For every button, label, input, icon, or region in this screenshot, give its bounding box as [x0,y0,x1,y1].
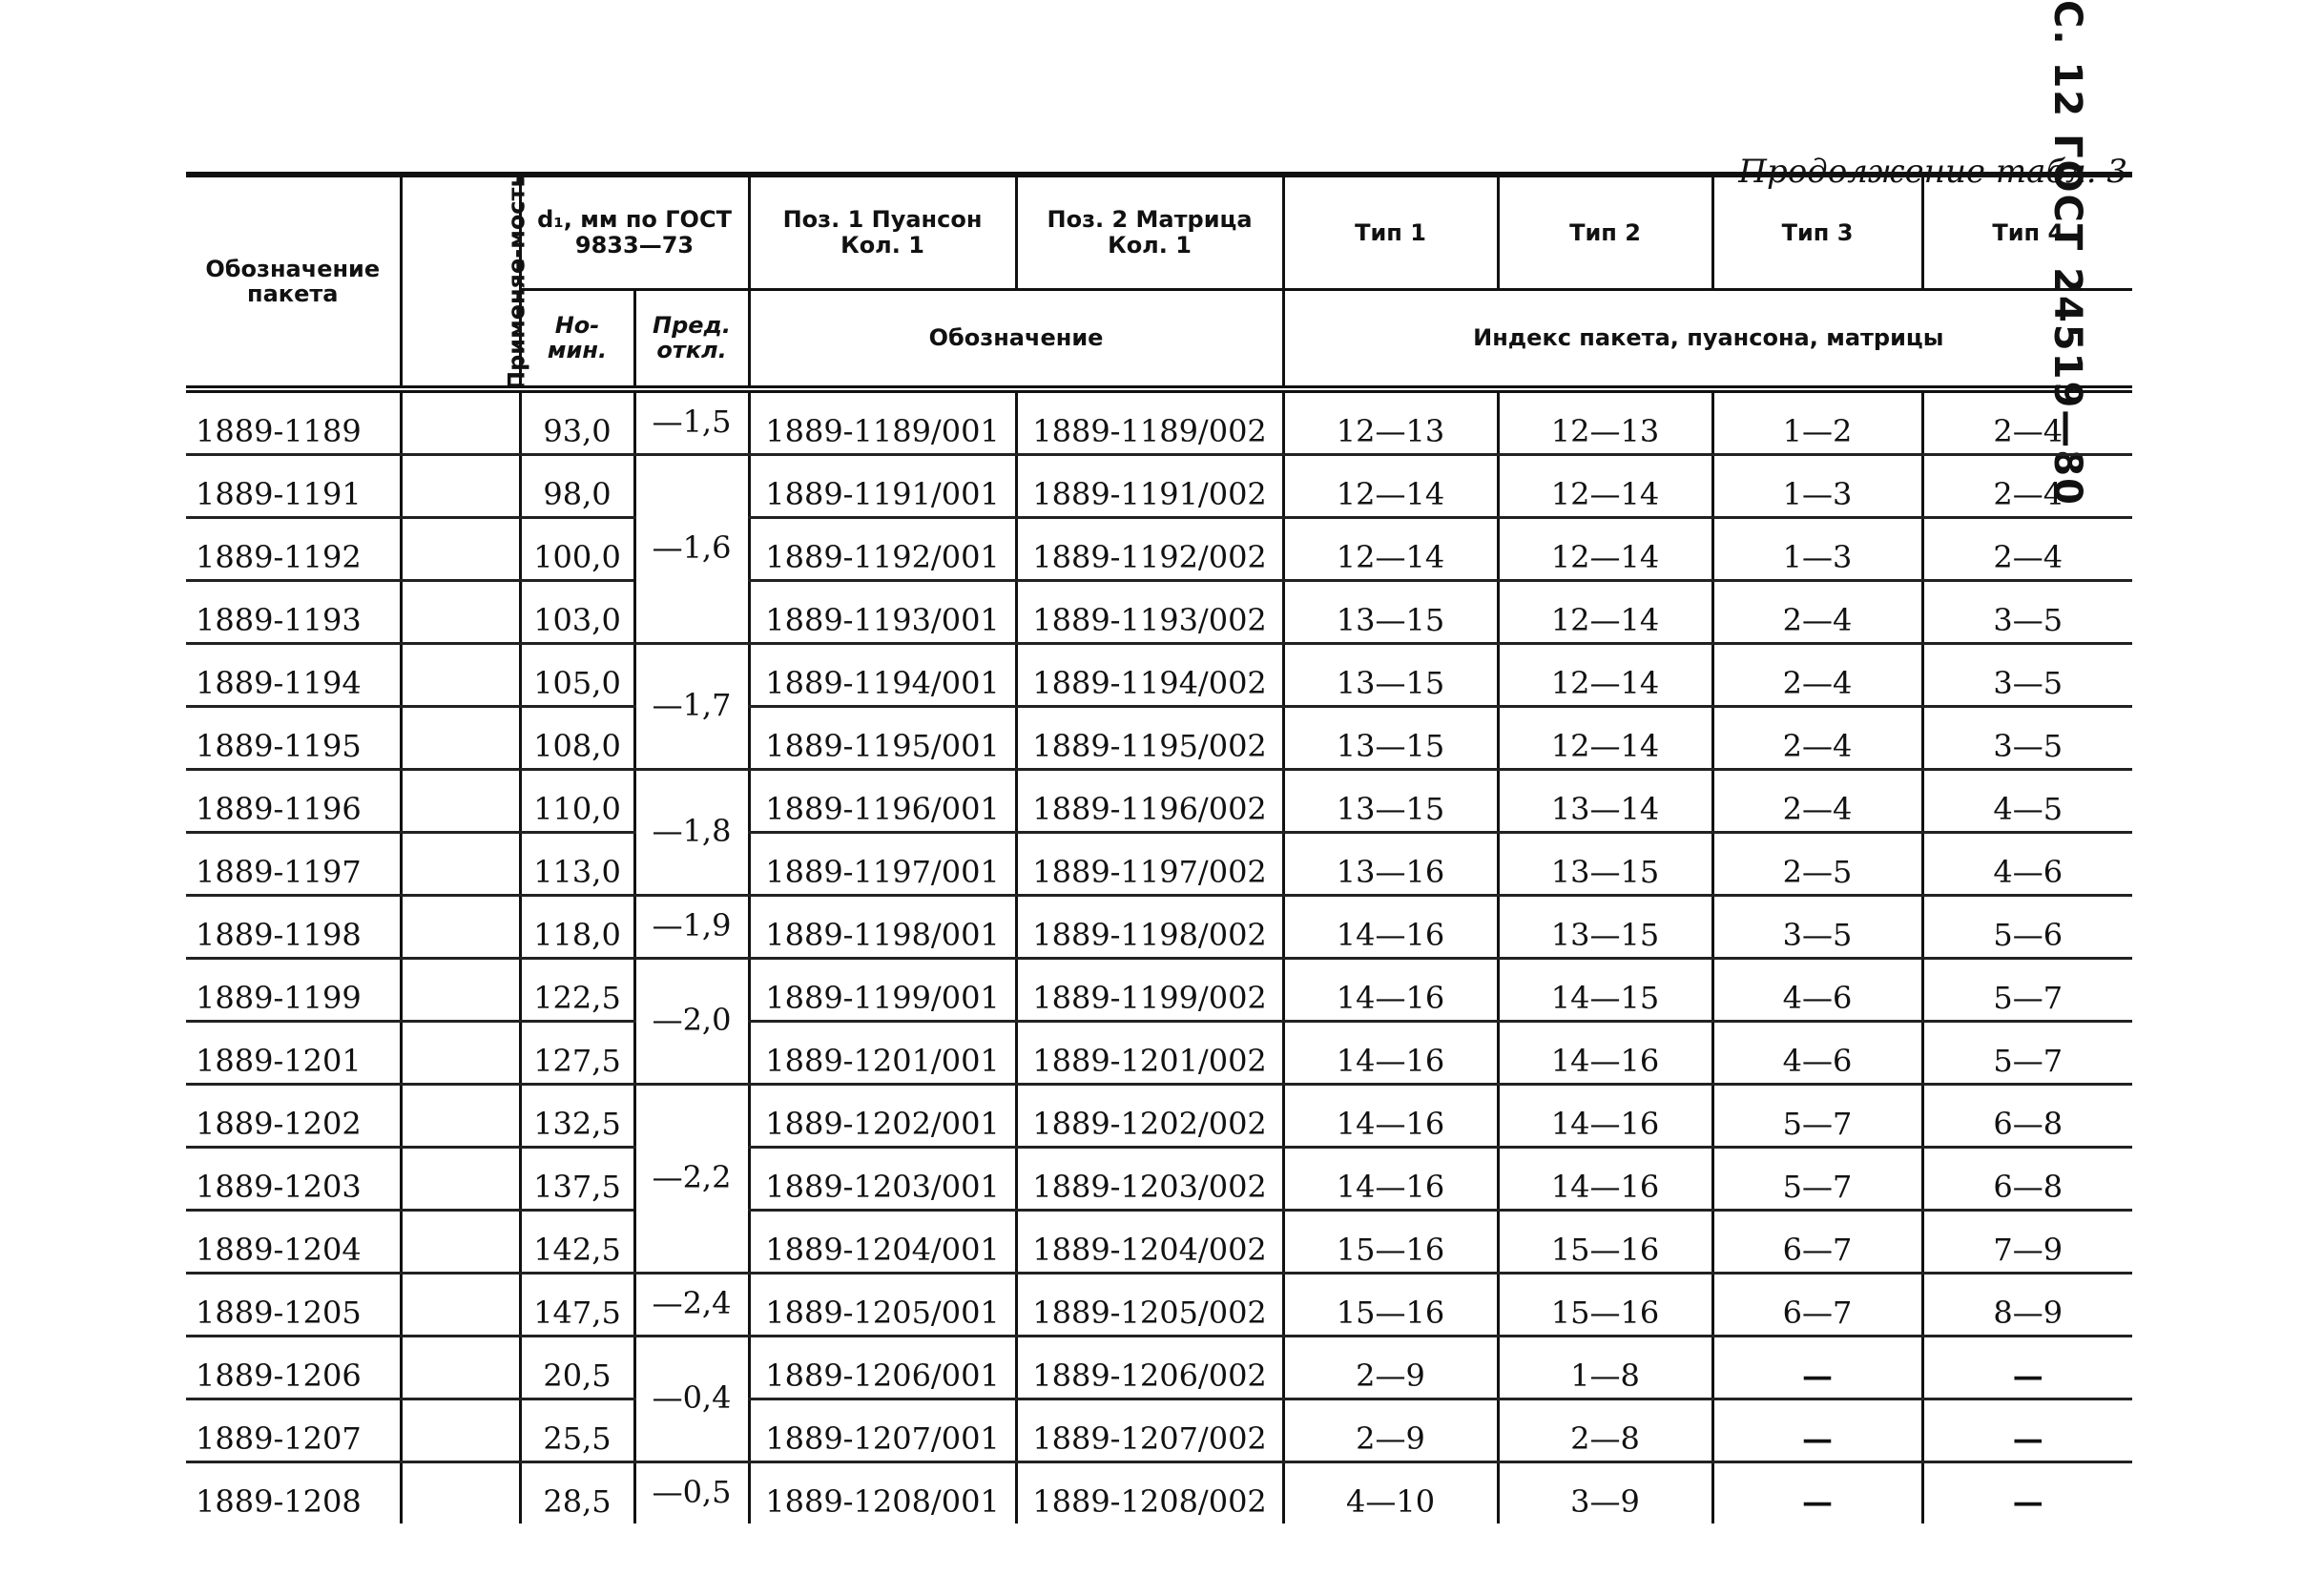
die-designation-cell: 1889-1194/002 [1016,644,1283,707]
type4-cell: 4—6 [1922,833,2132,896]
type2-cell: 3—9 [1498,1462,1712,1524]
header-tolerance-text: Пред. откл. [652,311,732,364]
header-designation-sub: Обозначение [749,289,1283,389]
type4-cell: 3—5 [1922,581,2132,644]
tolerance-cell: —1,6 [634,455,749,644]
table-header [186,175,2132,389]
table-row [186,959,2132,1022]
package-code-cell: 1889-1204 [186,1211,401,1274]
applicability-cell [401,1148,520,1211]
applicability-cell [401,1274,520,1337]
package-code-cell: 1889-1196 [186,770,401,833]
tolerance-cell: —2,2 [634,1085,749,1274]
package-code-cell: 1889-1195 [186,707,401,770]
type4-cell: 5—6 [1922,896,2132,959]
type3-cell: 2—4 [1712,644,1922,707]
type2-cell: 12—14 [1498,707,1712,770]
type1-cell: 14—16 [1283,1085,1498,1148]
nominal-cell: 28,5 [520,1462,634,1524]
type3-cell: 5—7 [1712,1085,1922,1148]
table-row [186,707,2132,770]
type3-cell: 1—3 [1712,455,1922,518]
punch-designation-cell: 1889-1191/001 [749,455,1016,518]
type3-cell: — [1712,1337,1922,1399]
type2-cell: 15—16 [1498,1211,1712,1274]
header-index: Индекс пакета, пуансона, матрицы [1283,289,2132,389]
applicability-cell [401,1022,520,1085]
tolerance-cell: —2,0 [634,959,749,1085]
type3-cell: 2—5 [1712,833,1922,896]
package-code-cell: 1889-1192 [186,518,401,581]
header-applicability [401,173,530,390]
type2-cell: 1—8 [1498,1337,1712,1399]
die-designation-cell: 1889-1195/002 [1016,707,1283,770]
table-row [186,581,2132,644]
table-row [186,389,2132,455]
type3-cell: 1—2 [1712,389,1922,455]
type1-cell: 14—16 [1283,896,1498,959]
type4-cell: 2—4 [1922,518,2132,581]
type3-cell: 3—5 [1712,896,1922,959]
tolerance-cell: —0,4 [634,1337,749,1462]
type3-cell: 5—7 [1712,1148,1922,1211]
type1-cell: 12—14 [1283,455,1498,518]
header-type2: Тип 2 [1498,175,1712,289]
table-row [186,1274,2132,1337]
package-code-cell: 1889-1202 [186,1085,401,1148]
die-designation-cell: 1889-1189/002 [1016,389,1283,455]
table-row [186,1399,2132,1462]
die-designation-cell: 1889-1198/002 [1016,896,1283,959]
punch-designation-cell: 1889-1207/001 [749,1399,1016,1462]
nominal-cell: 127,5 [520,1022,634,1085]
applicability-cell [401,1337,520,1399]
table-row [186,1085,2132,1148]
package-code-cell: 1889-1199 [186,959,401,1022]
applicability-cell [401,1211,520,1274]
punch-designation-cell: 1889-1194/001 [749,644,1016,707]
punch-designation-cell: 1889-1199/001 [749,959,1016,1022]
type2-cell: 12—13 [1498,389,1712,455]
nominal-cell: 105,0 [520,644,634,707]
type1-cell: 2—9 [1283,1337,1498,1399]
nominal-cell: 100,0 [520,518,634,581]
package-code-cell: 1889-1203 [186,1148,401,1211]
type4-cell: 6—8 [1922,1085,2132,1148]
nominal-cell: 132,5 [520,1085,634,1148]
applicability-cell [401,644,520,707]
punch-designation-cell: 1889-1197/001 [749,833,1016,896]
die-designation-cell: 1889-1202/002 [1016,1085,1283,1148]
type3-cell: — [1712,1399,1922,1462]
type2-cell: 12—14 [1498,518,1712,581]
die-designation-cell: 1889-1207/002 [1016,1399,1283,1462]
type3-cell: 6—7 [1712,1274,1922,1337]
nominal-cell: 122,5 [520,959,634,1022]
die-designation-cell: 1889-1199/002 [1016,959,1283,1022]
type4-cell: 8—9 [1922,1274,2132,1337]
applicability-cell [401,959,520,1022]
type2-cell: 12—14 [1498,455,1712,518]
type3-cell: — [1712,1462,1922,1524]
table-row [186,770,2132,833]
type1-cell: 12—14 [1283,518,1498,581]
packages-table [186,172,2132,1523]
nominal-cell: 93,0 [520,389,634,455]
tolerance-cell: —0,5 [634,1462,749,1524]
type1-cell: 14—16 [1283,959,1498,1022]
type1-cell: 2—9 [1283,1399,1498,1462]
type3-cell: 2—4 [1712,770,1922,833]
applicability-cell [401,1462,520,1524]
header-pos1: Поз. 1 Пуансон Кол. 1 [749,175,1016,289]
table-row [186,1211,2132,1274]
nominal-cell: 25,5 [520,1399,634,1462]
type3-cell: 4—6 [1712,959,1922,1022]
nominal-cell: 137,5 [520,1148,634,1211]
type2-cell: 14—16 [1498,1148,1712,1211]
nominal-cell: 142,5 [520,1211,634,1274]
header-designation: Обозначение пакета [186,175,401,389]
punch-designation-cell: 1889-1202/001 [749,1085,1016,1148]
type1-cell: 13—15 [1283,707,1498,770]
die-designation-cell: 1889-1201/002 [1016,1022,1283,1085]
type4-cell: — [1922,1462,2132,1524]
type4-cell: 5—7 [1922,1022,2132,1085]
type2-cell: 13—14 [1498,770,1712,833]
table-row [186,1462,2132,1524]
type1-cell: 12—13 [1283,389,1498,455]
table-row [186,896,2132,959]
applicability-cell [401,707,520,770]
applicability-cell [401,833,520,896]
package-code-cell: 1889-1208 [196,1483,362,1520]
die-designation-cell: 1889-1196/002 [1016,770,1283,833]
applicability-cell [401,518,520,581]
type1-cell: 4—10 [1283,1462,1498,1524]
applicability-cell [401,1085,520,1148]
type3-cell: 2—4 [1712,707,1922,770]
type2-cell: 13—15 [1498,833,1712,896]
header-d1: d₁, мм по ГОСТ 9833—73 [520,175,749,289]
type2-cell: 2—8 [1498,1399,1712,1462]
tolerance-cell: —1,7 [634,644,749,770]
type4-cell: 3—5 [1922,707,2132,770]
package-code-cell: 1889-1201 [186,1022,401,1085]
table-row [186,1337,2132,1399]
punch-designation-cell: 1889-1205/001 [749,1274,1016,1337]
type4-cell: 6—8 [1922,1148,2132,1211]
continuation-label: Продолжение табл. 3 [1738,153,2127,191]
type4-cell: 4—5 [1922,770,2132,833]
tolerance-cell: —1,5 [634,389,749,455]
type1-cell: 15—16 [1283,1211,1498,1274]
header-type1: Тип 1 [1283,175,1498,289]
package-code-cell: 1889-1206 [186,1337,401,1399]
nominal-cell: 108,0 [520,707,634,770]
die-designation-cell: 1889-1191/002 [1016,455,1283,518]
punch-designation-cell: 1889-1189/001 [749,389,1016,455]
type4-cell: 5—7 [1922,959,2132,1022]
applicability-cell [401,770,520,833]
tolerance-cell: —1,8 [634,770,749,896]
type2-cell: 12—14 [1498,644,1712,707]
header-tolerance [634,289,749,389]
header-type4: Тип 4 [1922,175,2132,289]
type3-cell: 6—7 [1712,1211,1922,1274]
die-designation-cell: 1889-1203/002 [1016,1148,1283,1211]
nominal-cell: 20,5 [520,1337,634,1399]
type1-cell: 13—16 [1283,833,1498,896]
die-designation-cell: 1889-1206/002 [1016,1337,1283,1399]
header-pos2: Поз. 2 Матрица Кол. 1 [1016,175,1283,289]
table-row [186,1022,2132,1085]
type2-cell: 12—14 [1498,581,1712,644]
applicability-cell [401,896,520,959]
package-code-cell: 1889-1189 [186,389,401,455]
punch-designation-cell: 1889-1201/001 [749,1022,1016,1085]
nominal-cell: 103,0 [520,581,634,644]
punch-designation-cell: 1889-1203/001 [749,1148,1016,1211]
type2-cell: 15—16 [1498,1274,1712,1337]
package-code-cell: 1889-1198 [186,896,401,959]
type3-cell: 2—4 [1712,581,1922,644]
die-designation-cell: 1889-1208/002 [1016,1462,1283,1524]
type4-cell: 7—9 [1922,1211,2132,1274]
die-designation-cell: 1889-1193/002 [1016,581,1283,644]
nominal-cell: 113,0 [520,833,634,896]
header-nominal-text: Но-мин. [547,311,608,364]
package-code-cell: 1889-1197 [186,833,401,896]
type4-cell: 3—5 [1922,644,2132,707]
package-code-cell: 1889-1194 [186,644,401,707]
die-designation-cell: 1889-1205/002 [1016,1274,1283,1337]
table-body [186,389,2132,1523]
type3-cell: 4—6 [1712,1022,1922,1085]
table-row [186,518,2132,581]
die-designation-cell: 1889-1204/002 [1016,1211,1283,1274]
nominal-cell: 98,0 [520,455,634,518]
type3-cell: 1—3 [1712,518,1922,581]
punch-designation-cell: 1889-1206/001 [749,1337,1016,1399]
table-row [186,644,2132,707]
tolerance-cell: —2,4 [634,1274,749,1337]
type1-cell: 13—15 [1283,770,1498,833]
type1-cell: 13—15 [1283,581,1498,644]
side-caption: С. 12 ГОСТ 24519—80 [2045,0,2089,507]
header-type3: Тип 3 [1712,175,1922,289]
type4-cell: 2—4 [1922,455,2132,518]
punch-designation-cell: 1889-1198/001 [749,896,1016,959]
type2-cell: 14—16 [1498,1022,1712,1085]
nominal-cell: 110,0 [520,770,634,833]
package-code-cell: 1889-1205 [186,1274,401,1337]
punch-designation-cell: 1889-1208/001 [749,1462,1016,1524]
punch-designation-cell: 1889-1195/001 [749,707,1016,770]
die-designation-cell: 1889-1192/002 [1016,518,1283,581]
type2-cell: 13—15 [1498,896,1712,959]
header-nominal [520,289,634,389]
punch-designation-cell: 1889-1204/001 [749,1211,1016,1274]
type2-cell: 14—16 [1498,1085,1712,1148]
package-code-cell: 1889-1191 [186,455,401,518]
package-code-cell: 1889-1193 [186,581,401,644]
applicability-cell [401,389,520,455]
applicability-cell [401,1399,520,1462]
type4-cell: — [1922,1337,2132,1399]
die-designation-cell: 1889-1197/002 [1016,833,1283,896]
punch-designation-cell: 1889-1192/001 [749,518,1016,581]
punch-designation-cell: 1889-1193/001 [749,581,1016,644]
tolerance-cell: —1,9 [634,896,749,959]
package-code-cell: 1889-1207 [186,1399,401,1462]
header-applicability-text: Применяе-мость [503,173,530,390]
type1-cell: 14—16 [1283,1022,1498,1085]
nominal-cell: 118,0 [520,896,634,959]
applicability-cell [401,581,520,644]
applicability-cell [401,455,520,518]
punch-designation-cell: 1889-1196/001 [749,770,1016,833]
type2-cell: 14—15 [1498,959,1712,1022]
type1-cell: 13—15 [1283,644,1498,707]
type1-cell: 15—16 [1283,1274,1498,1337]
type4-cell: 2—4 [1922,389,2132,455]
table-row [186,455,2132,518]
type4-cell: — [1922,1399,2132,1462]
type1-cell: 14—16 [1283,1148,1498,1211]
table-row [186,833,2132,896]
table-row [186,1148,2132,1211]
nominal-cell: 147,5 [520,1274,634,1337]
